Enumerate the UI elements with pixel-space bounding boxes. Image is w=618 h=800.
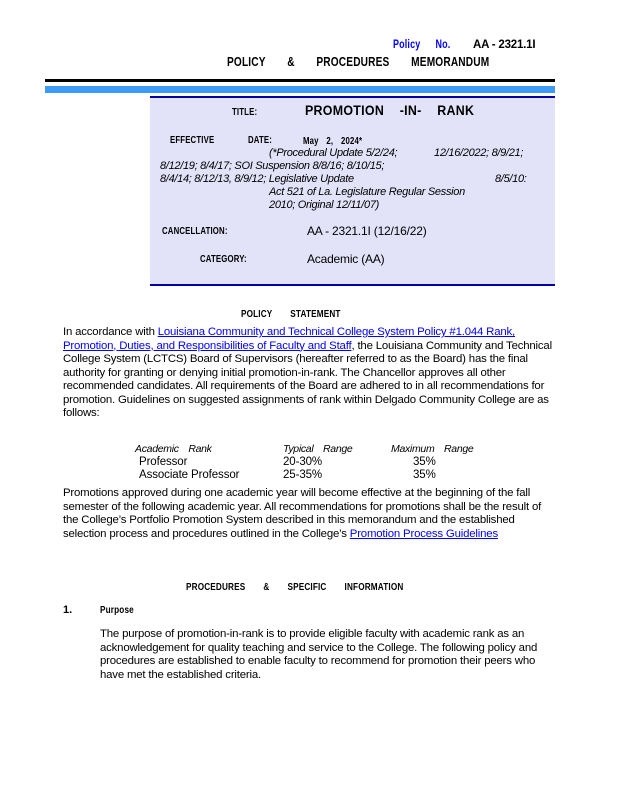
category-value: Academic (AA): [307, 252, 385, 266]
effective-note-line: 12/16/2022; 8/9/21;: [434, 147, 524, 159]
policy-statement-heading: POLICY STATEMENT: [241, 308, 341, 320]
effective-note-line: 2010; Original 12/11/07): [269, 199, 380, 211]
rank-table-cell: Associate Professor: [139, 469, 240, 481]
paragraph-text: Promotions approved during one academic year will become effective at the beginning of the fall semester of the following academic year. All recommendations for promotions shall be the result of the College’s Portfolio Promotion System described in this memorandum and the established selection process and procedures outlined in the College’s: [63, 487, 542, 540]
policy-no-label: Policy No.: [393, 39, 451, 51]
rank-table-cell: Professor: [139, 456, 188, 468]
paragraph-text: In accordance with: [63, 326, 158, 338]
horizontal-rule: [45, 79, 555, 82]
policy-paragraph-2: [63, 487, 559, 541]
rank-table-cell: 20-30%: [283, 456, 323, 468]
rank-table-header: Typical Range: [283, 443, 353, 455]
rank-table-header: Maximum Range: [391, 443, 474, 455]
effective-note-line: Act 521 of La. Legislature Regular Session: [269, 186, 465, 198]
memo-title: POLICY & PROCEDURES MEMORANDUM: [227, 54, 490, 69]
purpose-paragraph: The purpose of promotion-in-rank is to provide eligible faculty with academic rank as an acknowledgement for quality teaching and service to the College. The following policy and procedures are established to enable faculty to recommend for promotion their peers who have met the established criteria.: [100, 628, 538, 681]
effective-date-value: May 2, 2024*: [303, 136, 363, 147]
promotion-process-guidelines-link[interactable]: Promotion Process Guidelines: [349, 527, 498, 540]
effective-date-label: DATE:: [248, 135, 273, 146]
effective-label: EFFECTIVE: [170, 135, 215, 146]
effective-note-line: (*Procedural Update 5/2/24;: [269, 147, 398, 159]
procedures-heading: PROCEDURES & SPECIFIC INFORMATION: [186, 581, 404, 593]
effective-note-line: 8/4/14; 8/12/13, 8/9/12; Legislative Update: [160, 173, 354, 185]
category-label: CATEGORY:: [200, 254, 247, 265]
accent-bar: [45, 86, 555, 93]
policy-paragraph-1: [63, 326, 559, 421]
rank-table-cell: 35%: [413, 469, 436, 481]
title-label: TITLE:: [232, 107, 258, 118]
rank-table-cell: 25-35%: [283, 469, 323, 481]
rank-table-cell: 35%: [413, 456, 436, 468]
item-number: 1.: [63, 604, 73, 616]
title-box: [150, 96, 555, 286]
cancellation-value: AA - 2321.1I (12/16/22): [307, 224, 427, 238]
cancellation-label: CANCELLATION:: [162, 226, 228, 237]
effective-note-line: 8/12/19; 8/4/17; SOI Suspension 8/8/16; 8/10/15;: [160, 160, 385, 172]
lctcs-policy-link[interactable]: Louisiana Community and Technical College System Policy #1.044 Rank, Promotion, Duties, and Responsibilities of Faculty and Staff: [63, 326, 516, 352]
rank-table: [135, 443, 473, 482]
document-title: PROMOTION -IN- RANK: [305, 103, 475, 118]
paragraph-text: , the Louisiana Community and Technical College System (LCTCS) Board of Supervisors (hereafter referred to as the Board) has the final authority for granting or denying initial promotion-in-rank. The Chancellor approves all other recommended candidates. All requirements of the Board are adhered to in all recommendations for promotion. Guidelines on suggested assignments of rank within Delgado Community College are as follows:: [63, 339, 552, 419]
rank-table-header: Academic Rank: [135, 443, 212, 455]
purpose-heading: Purpose: [100, 604, 134, 616]
policy-no-value: AA - 2321.1I: [473, 39, 536, 51]
effective-note-line: 8/5/10:: [495, 173, 527, 185]
